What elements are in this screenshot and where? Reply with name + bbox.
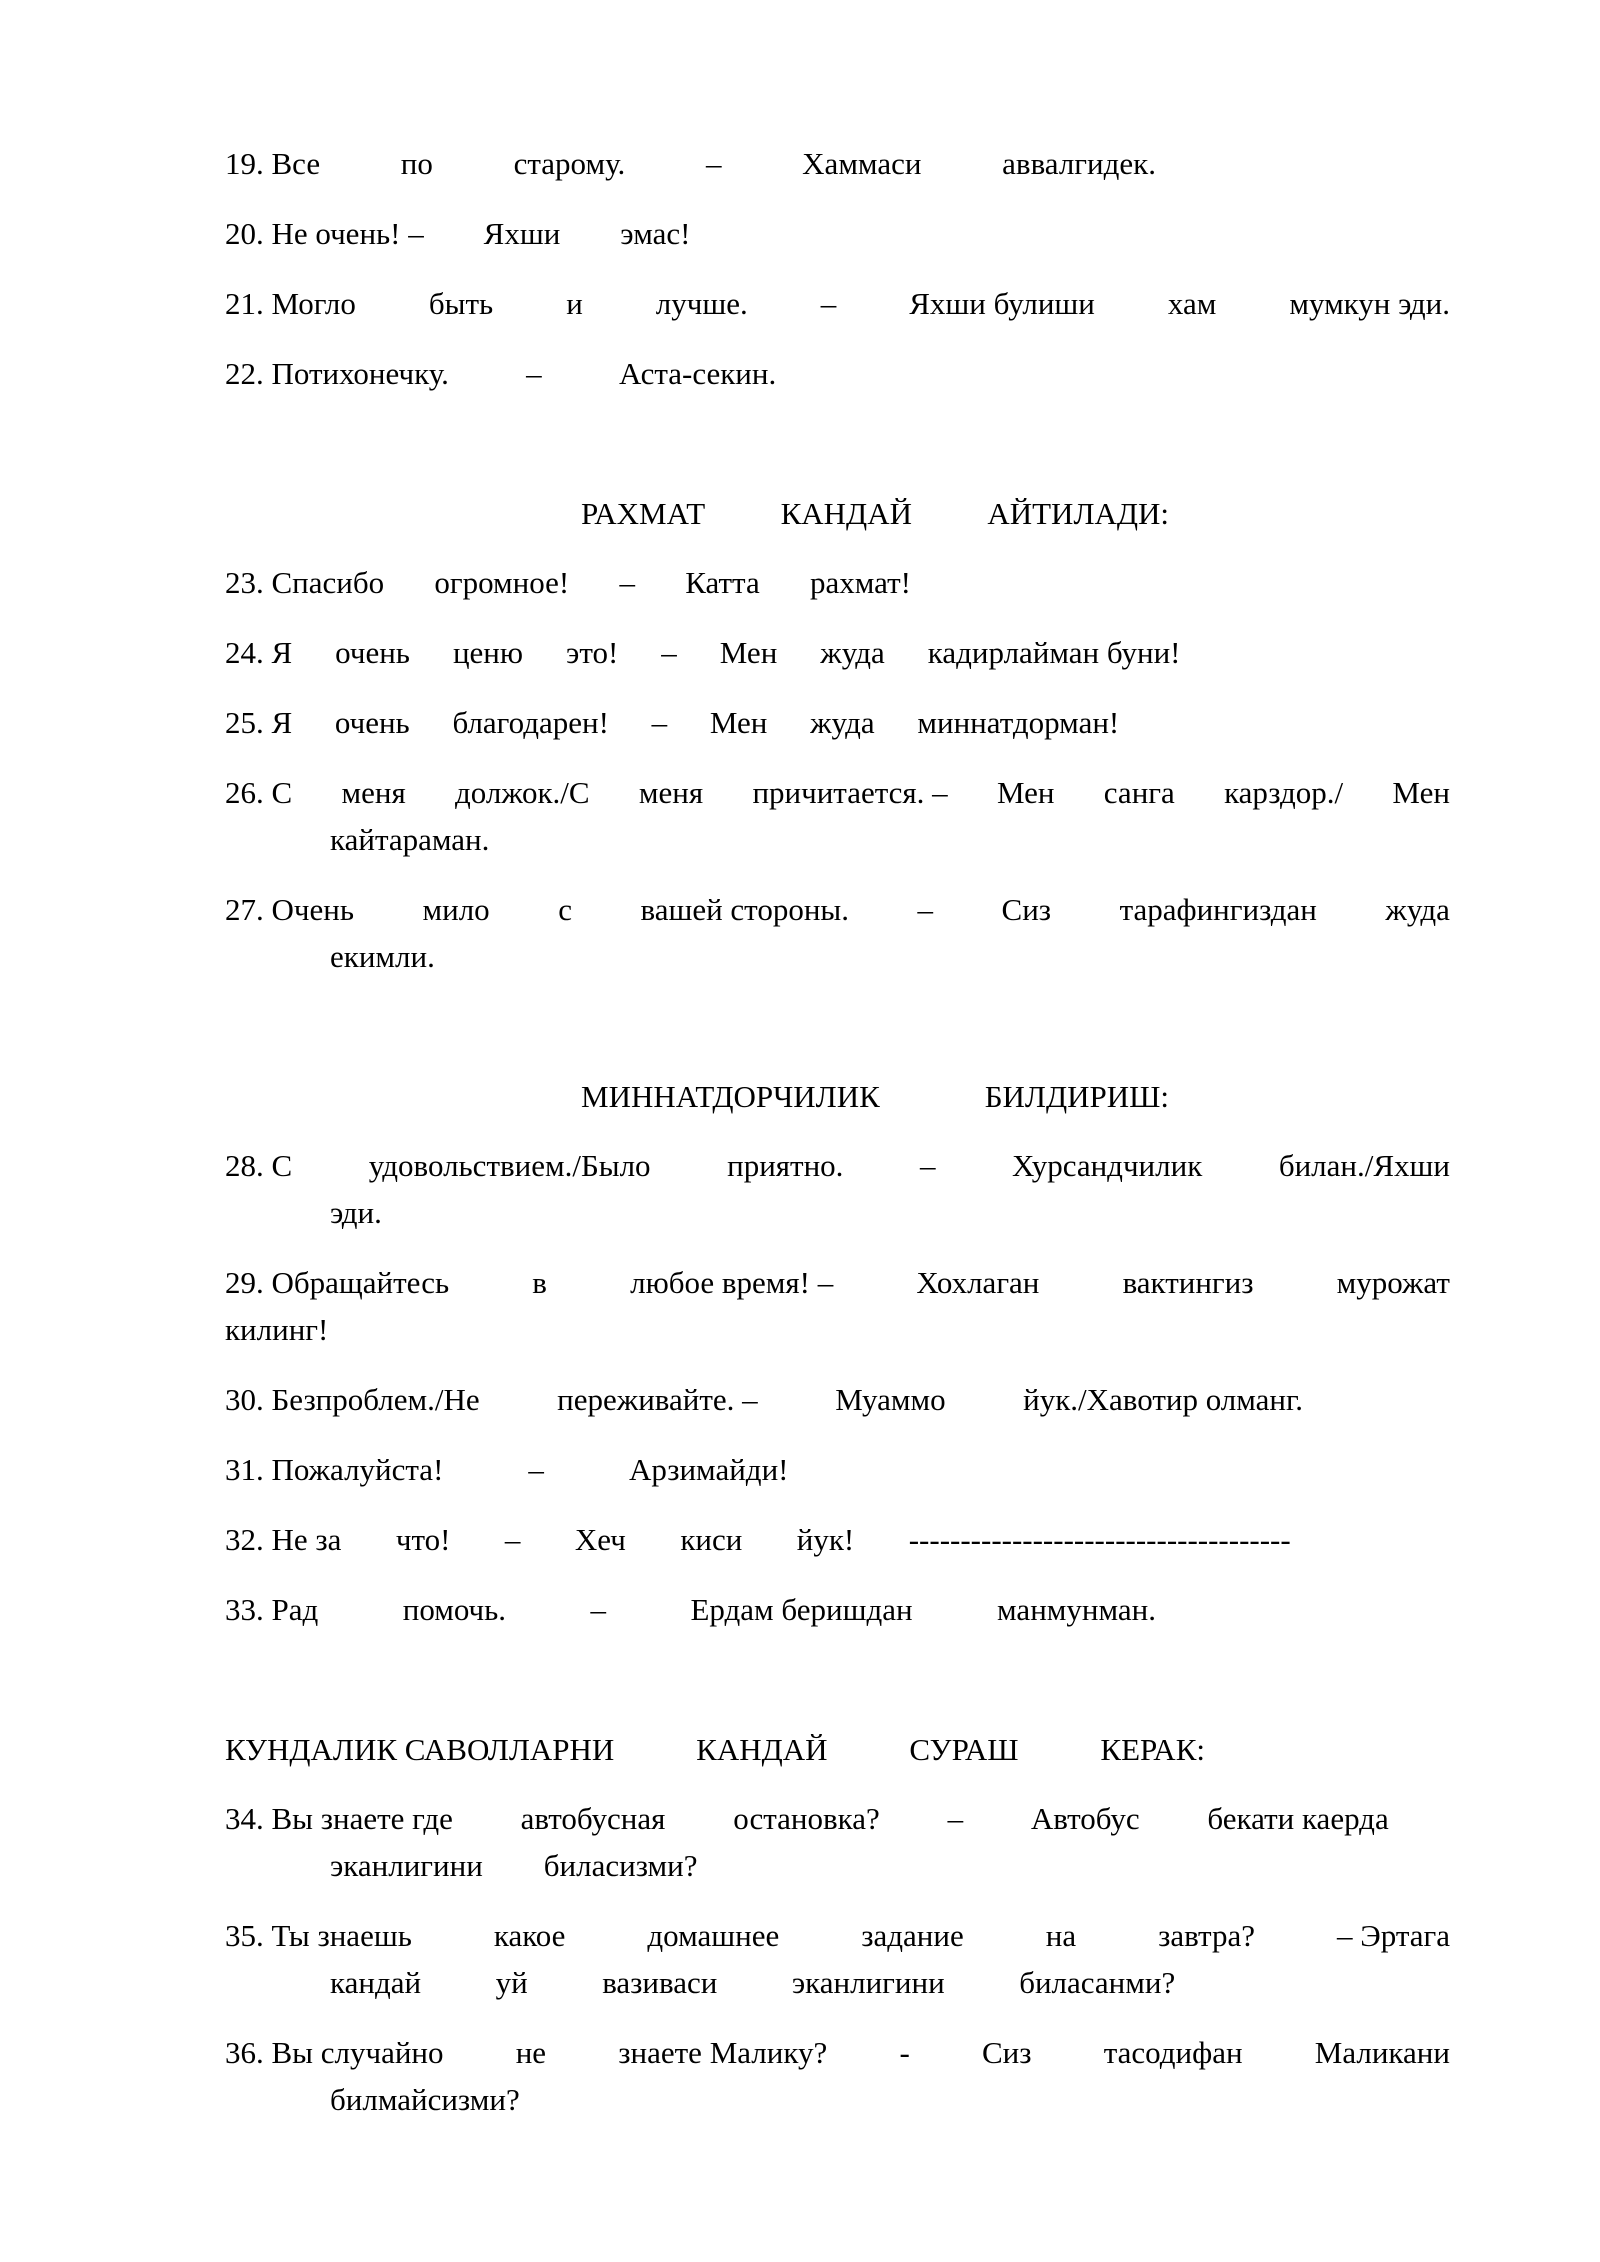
text-chunk: 29. Обращайтесь xyxy=(225,1265,450,1300)
text-chunk: кадирлайман буни! xyxy=(927,635,1181,670)
text-chunk: 26. С xyxy=(225,775,293,810)
text-chunk: – xyxy=(917,892,934,927)
text-chunk: йук! xyxy=(796,1522,855,1557)
text-chunk: Ердам беришдан xyxy=(690,1592,913,1627)
phrase-item xyxy=(225,769,1450,863)
text-chunk: ценю xyxy=(452,635,524,670)
text-chunk: уй xyxy=(495,1965,528,2000)
text-chunk: 36. Вы случайно xyxy=(225,2035,444,2070)
text-chunk: Мен xyxy=(719,635,778,670)
text-chunk: киси xyxy=(680,1522,743,1557)
phrase-line xyxy=(330,1842,698,1889)
phrase-item xyxy=(225,1376,1450,1423)
text-chunk: Муаммо xyxy=(835,1382,946,1417)
phrase-item xyxy=(225,280,1450,327)
heading-text-chunk: КЕРАК: xyxy=(1100,1732,1205,1767)
phrase-line xyxy=(225,559,911,606)
text-chunk: мурожат xyxy=(1336,1265,1450,1300)
text-chunk: что! xyxy=(395,1522,451,1557)
text-chunk: Хохлаган xyxy=(916,1265,1040,1300)
section-heading xyxy=(581,490,1169,537)
phrase-item xyxy=(225,140,1450,187)
phrase-line xyxy=(225,886,1450,933)
phrase-item xyxy=(225,629,1450,676)
text-chunk: 19. Все xyxy=(225,146,321,181)
phrase-line xyxy=(225,1586,1156,1633)
heading-text-chunk: СУРАШ xyxy=(909,1732,1019,1767)
phrase-line xyxy=(225,1259,1450,1306)
text-chunk: 20. Не очень! – xyxy=(225,216,424,251)
phrase-line xyxy=(225,140,1156,187)
text-chunk: – xyxy=(919,1148,936,1183)
text-chunk: Хаммаси xyxy=(802,146,922,181)
text-chunk: меня xyxy=(638,775,704,810)
phrase-item xyxy=(225,699,1450,746)
phrase-item xyxy=(225,1142,1450,1236)
text-chunk: 34. Вы знаете где xyxy=(225,1801,453,1836)
text-chunk: вашей стороны. xyxy=(640,892,849,927)
text-chunk: эди. xyxy=(330,1195,382,1230)
phrase-line xyxy=(225,1142,1450,1189)
text-chunk: 27. Очень xyxy=(225,892,354,927)
text-chunk: тарафингиздан xyxy=(1119,892,1317,927)
phrase-item xyxy=(225,210,1450,257)
text-chunk: не xyxy=(515,2035,547,2070)
text-chunk: 22. Потихонечку. xyxy=(225,356,449,391)
text-chunk: – xyxy=(590,1592,606,1627)
phrase-line xyxy=(225,1376,1303,1423)
phrase-line xyxy=(330,933,1450,980)
phrase-line xyxy=(225,350,776,397)
text-chunk: – xyxy=(661,635,677,670)
text-chunk: жуда xyxy=(820,635,885,670)
text-chunk: 30. Безпроблем./Не xyxy=(225,1382,480,1417)
text-chunk: мило xyxy=(422,892,490,927)
text-chunk: Аста-секин. xyxy=(618,356,777,391)
heading-text-chunk: БИЛДИРИШ: xyxy=(984,1079,1169,1114)
text-chunk: любое время! – xyxy=(630,1265,834,1300)
text-chunk: – xyxy=(504,1522,521,1557)
text-chunk: благодарен! xyxy=(452,705,609,740)
phrase-item xyxy=(225,1586,1450,1633)
text-chunk: это! xyxy=(566,635,619,670)
text-chunk: лучше. xyxy=(655,286,748,321)
text-chunk: аввалгидек. xyxy=(1002,146,1156,181)
text-chunk: миннатдорман! xyxy=(917,705,1120,740)
text-chunk: хам xyxy=(1167,286,1217,321)
text-chunk: старому. xyxy=(513,146,626,181)
text-chunk: Маликани xyxy=(1314,2035,1450,2070)
text-chunk: Арзимайди! xyxy=(628,1452,789,1487)
phrase-line xyxy=(225,2029,1450,2076)
text-chunk: килинг! xyxy=(225,1312,329,1347)
text-chunk: – xyxy=(705,146,722,181)
phrase-line xyxy=(330,1959,1175,2006)
text-chunk: биласизми? xyxy=(543,1848,698,1883)
text-chunk: билан./Яхши xyxy=(1278,1148,1450,1183)
text-chunk: удовольствием./Было xyxy=(368,1148,651,1183)
text-chunk: 35. Ты знаешь xyxy=(225,1918,412,1953)
text-chunk: манмунман. xyxy=(997,1592,1156,1627)
text-chunk: 32. Не за xyxy=(225,1522,342,1557)
text-chunk: Хеч xyxy=(574,1522,626,1557)
text-chunk: эканлигини xyxy=(330,1848,483,1883)
text-chunk: причитается. – xyxy=(752,775,948,810)
section-heading xyxy=(225,1726,1205,1773)
phrase-line xyxy=(225,1306,1450,1353)
text-chunk: знаете Малику? xyxy=(618,2035,828,2070)
text-chunk: – xyxy=(619,565,635,600)
text-chunk: меня xyxy=(341,775,406,810)
text-chunk: Мен xyxy=(996,775,1055,810)
phrase-line xyxy=(225,629,1181,676)
text-chunk: 21. Могло xyxy=(225,286,356,321)
text-chunk: 33. Рад xyxy=(225,1592,319,1627)
text-chunk: Автобус xyxy=(1030,1801,1140,1836)
text-chunk: переживайте. – xyxy=(557,1382,758,1417)
section-heading xyxy=(581,1073,1169,1120)
text-chunk: и xyxy=(566,286,583,321)
text-chunk: кандай xyxy=(330,1965,422,2000)
text-chunk: кайтараман. xyxy=(330,822,490,857)
heading-text-chunk: МИННАТДОРЧИЛИК xyxy=(581,1079,880,1114)
text-chunk: – xyxy=(528,1452,544,1487)
text-chunk: на xyxy=(1045,1918,1077,1953)
text-chunk: помочь. xyxy=(402,1592,507,1627)
text-chunk: карздор./ xyxy=(1224,775,1344,810)
text-chunk: бекати каерда xyxy=(1207,1801,1389,1836)
phrase-line xyxy=(330,816,1450,863)
phrase-line xyxy=(225,699,1119,746)
text-chunk: йук./Хавотир олманг. xyxy=(1023,1382,1303,1417)
text-chunk: мумкун эди. xyxy=(1289,286,1450,321)
heading-text-chunk: РАХМАТ xyxy=(581,496,706,531)
text-chunk: жуда xyxy=(810,705,875,740)
text-chunk: завтра? xyxy=(1158,1918,1255,1953)
text-chunk: тасодифан xyxy=(1103,2035,1243,2070)
text-chunk: Сиз xyxy=(981,2035,1032,2070)
phrase-line xyxy=(225,210,691,257)
phrase-item xyxy=(225,350,1450,397)
phrase-item xyxy=(225,1912,1450,2006)
text-chunk: 23. Спасибо xyxy=(225,565,385,600)
text-chunk: екимли. xyxy=(330,939,435,974)
phrase-line xyxy=(225,769,1450,816)
text-chunk: Яхши xyxy=(483,216,561,251)
heading-text-chunk: КАНДАЙ xyxy=(780,496,912,531)
text-chunk: 25. Я xyxy=(225,705,293,740)
text-chunk: домашнее xyxy=(647,1918,780,1953)
text-chunk: 28. С xyxy=(225,1148,293,1183)
heading-text-chunk: КАНДАЙ xyxy=(696,1732,828,1767)
text-chunk: 24. Я xyxy=(225,635,293,670)
text-chunk: Катта xyxy=(685,565,760,600)
text-chunk: санга xyxy=(1103,775,1175,810)
phrase-item xyxy=(225,559,1450,606)
phrase-line xyxy=(225,280,1450,327)
text-chunk: – xyxy=(820,286,837,321)
text-chunk: - xyxy=(899,2035,910,2070)
phrase-line xyxy=(330,2076,1450,2123)
text-chunk: эканлигини xyxy=(791,1965,945,2000)
heading-text-chunk: КУНДАЛИК САВОЛЛАРНИ xyxy=(225,1732,615,1767)
text-chunk: – xyxy=(947,1801,964,1836)
phrase-line xyxy=(225,1446,789,1493)
text-chunk: должок./С xyxy=(455,775,590,810)
text-chunk: вазиваси xyxy=(602,1965,718,2000)
phrase-line xyxy=(225,1795,1389,1842)
phrase-item xyxy=(225,1446,1450,1493)
text-chunk: очень xyxy=(335,635,410,670)
text-chunk: какое xyxy=(493,1918,566,1953)
text-chunk: Яхши булиши xyxy=(909,286,1095,321)
phrase-item xyxy=(225,1259,1450,1353)
text-chunk: вактингиз xyxy=(1122,1265,1254,1300)
text-chunk: очень xyxy=(334,705,410,740)
phrase-item xyxy=(225,1516,1450,1563)
phrase-line xyxy=(225,1516,1291,1563)
text-chunk: билмайсизми? xyxy=(330,2082,520,2117)
text-chunk: Сиз xyxy=(1001,892,1052,927)
text-chunk: в xyxy=(532,1265,547,1300)
text-chunk: с xyxy=(558,892,572,927)
phrase-item xyxy=(225,1795,1450,1889)
text-chunk: рахмат! xyxy=(809,565,911,600)
text-chunk: жуда xyxy=(1385,892,1450,927)
text-chunk: – xyxy=(526,356,542,391)
text-chunk: автобусная xyxy=(520,1801,666,1836)
phrase-item xyxy=(225,886,1450,980)
text-chunk: по xyxy=(400,146,433,181)
text-chunk: приятно. xyxy=(727,1148,844,1183)
text-chunk: задание xyxy=(861,1918,964,1953)
text-chunk: остановка? xyxy=(733,1801,880,1836)
text-chunk: Мен xyxy=(1392,775,1450,810)
heading-text-chunk: АЙТИЛАДИ: xyxy=(987,496,1169,531)
text-chunk: быть xyxy=(428,286,494,321)
text-chunk: – xyxy=(651,705,668,740)
text-chunk: – Эртага xyxy=(1337,1918,1450,1953)
text-chunk: Мен xyxy=(709,705,768,740)
text-chunk: 31. Пожалуйста! xyxy=(225,1452,444,1487)
text-chunk: огромное! xyxy=(434,565,570,600)
phrase-line xyxy=(225,1912,1450,1959)
text-chunk: Хурсандчилик xyxy=(1012,1148,1203,1183)
text-chunk: ------------------------------------- xyxy=(908,1522,1291,1557)
phrase-line xyxy=(330,1189,1450,1236)
text-chunk: биласанми? xyxy=(1019,1965,1176,2000)
phrase-item xyxy=(225,2029,1450,2123)
text-chunk: эмас! xyxy=(620,216,691,251)
